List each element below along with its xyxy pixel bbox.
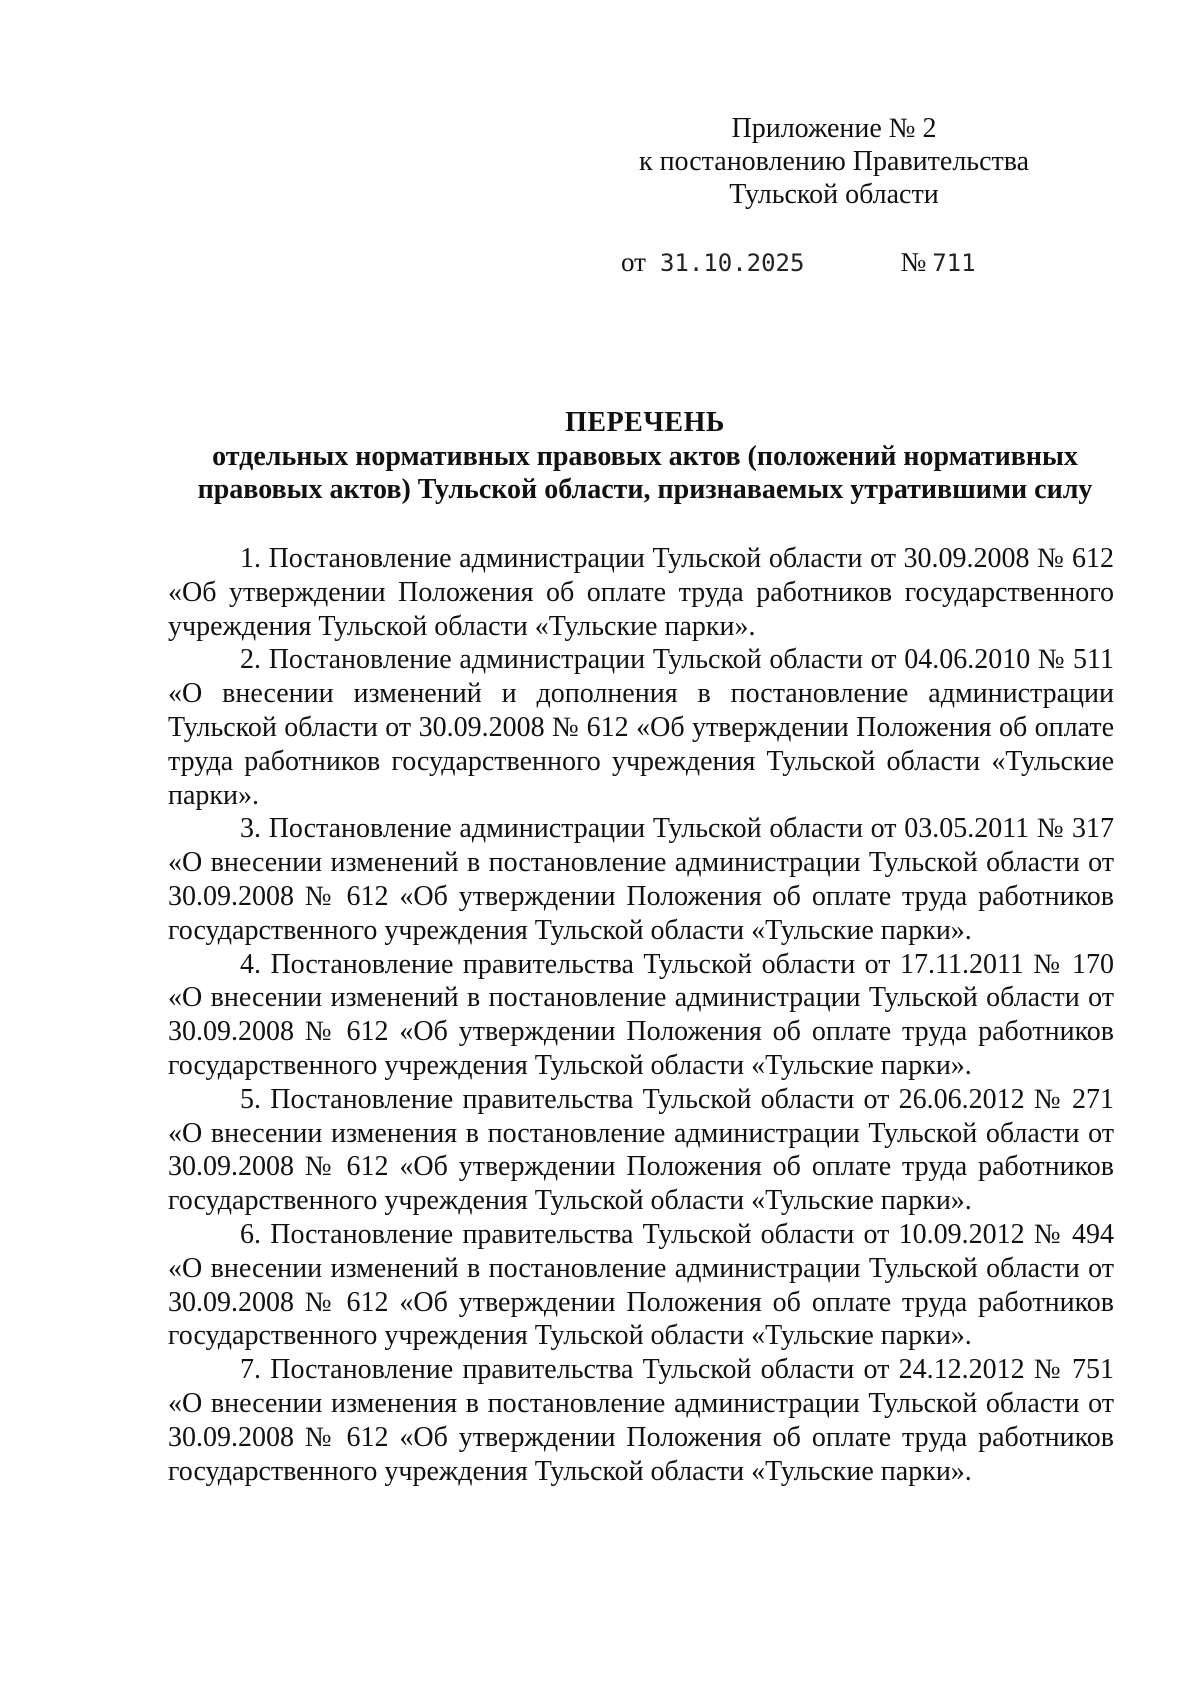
from-label: от	[621, 247, 646, 277]
appendix-line-resolution: к постановлению Правительства	[638, 146, 1030, 177]
heading-subtitle-line-2: правовых актов) Тульской области, признаваемых утратившими силу	[197, 474, 1093, 505]
appendix-line-number: Приложение № 2	[731, 113, 937, 144]
list-item: 7. Постановление правительства Тульской области от 24.12.2012 № 751 «О внесении изменения в постановление администрации Тульской области от 30.09.2008 № 612 «Об утверждении Положения об оплате труда работников государственного учреждения Тульской области «Тульские парки».	[168, 1354, 1114, 1487]
list-item: 2. Постановление администрации Тульской области от 04.06.2010 № 511 «О внесении изменений и дополнения в постановление администрации Тульской области от 30.09.2008 № 612 «Об утверждении Положения об оплате труда работников государственного учреждения Тульской области «Тульские парки».	[168, 644, 1114, 811]
list-item: 5. Постановление правительства Тульской области от 26.06.2012 № 271 «О внесении изменения в постановление администрации Тульской области от 30.09.2008 № 612 «Об утверждении Положения об оплате труда работников государственного учреждения Тульской области «Тульские парки».	[168, 1083, 1114, 1217]
list-item: 1. Постановление администрации Тульской области от 30.09.2008 № 612 «Об утверждении Положения об оплате труда работников государственного учреждения Тульской области «Тульские парки».	[168, 543, 1114, 642]
heading-title: ПЕРЕЧЕНЬ	[565, 407, 725, 438]
appendix-line-region: Тульской области	[729, 179, 939, 210]
number-sign: №	[900, 247, 927, 277]
list-item: 6. Постановление правительства Тульской области от 10.09.2012 № 494 «О внесении изменений в постановление администрации Тульской области от 30.09.2008 № 612 «Об утверждении Положения об оплате труда работников государственного учреждения Тульской области «Тульские парки».	[168, 1218, 1114, 1352]
list-heading	[150, 406, 1140, 506]
document-reference	[621, 246, 976, 279]
list-item: 3. Постановление администрации Тульской области от 03.05.2011 № 317 «О внесении изменений в постановление администрации Тульской области от 30.09.2008 № 612 «Об утверждении Положения об оплате труда работников государственного учреждения Тульской области «Тульские парки».	[168, 813, 1114, 946]
document-number: 711	[932, 249, 976, 277]
repealed-acts-list	[168, 542, 1114, 1488]
heading-subtitle-line-1: отдельных нормативных правовых актов (положений нормативных	[212, 441, 1078, 472]
appendix-block	[614, 112, 1054, 211]
document-date: 31.10.2025	[659, 249, 805, 277]
list-item: 4. Постановление правительства Тульской области от 17.11.2011 № 170 «О внесении изменений в постановление администрации Тульской области от 30.09.2008 № 612 «Об утверждении Положения об оплате труда работников государственного учреждения Тульской области «Тульские парки».	[168, 948, 1114, 1081]
